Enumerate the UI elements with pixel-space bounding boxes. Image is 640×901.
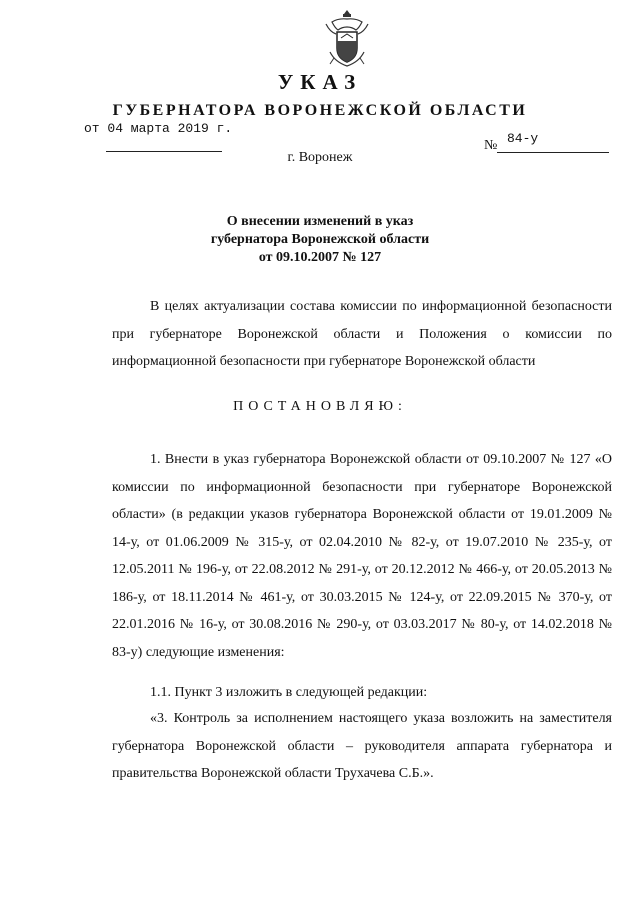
- document-number: 84-у: [507, 131, 539, 146]
- subject-line-3: от 09.10.2007 № 127: [258, 250, 382, 265]
- item-1-1-paragraph: 1.1. Пункт 3 изложить в следующей редакции:: [150, 685, 428, 700]
- number-sign: №: [484, 138, 498, 153]
- subject-line-2: губернатора Воронежской области: [210, 232, 430, 247]
- item-1-1-text-paragraph: «3. Контроль за исполнением настоящего указа возложить на заместителя губернатора Воронежской области – руководителя аппарата губернатора и правительства Воронежской области Трухачева С.Б.».: [112, 711, 612, 781]
- document-title: УКАЗ: [277, 70, 363, 94]
- document-city: г. Воронеж: [287, 150, 353, 165]
- subject-line-1: О внесении изменений в указ: [226, 214, 414, 229]
- document-date: от 04 марта 2019 г.: [84, 121, 233, 136]
- document-subject: [130, 213, 510, 267]
- coat-of-arms-icon: [322, 8, 372, 70]
- item-1-paragraph: 1. Внести в указ губернатора Воронежской области от 09.10.2007 № 127 «О комиссии по информационной безопасности при губернаторе Воронежской области» (в редакции указов губернатора Воронежской области от 19.01.2009 № 14-у, от 01.06.2009 № 315-у, от 02.04.2010 № 82-у, от 19.07.2010 № 235-у, от 12.05.2011 № 196-у, от 22.08.2012 № 291-у, от 20.12.2012 № 466-у, от 20.05.2013 № 186-у, от 18.11.2014 № 461-у, от 30.03.2015 № 124-у, от 22.09.2015 № 370-у, от 22.01.2016 № 16-у, от 30.08.2016 № 290-у, от 03.03.2017 № 80-у, от 14.02.2018 № 83-у) следующие изменения:: [112, 452, 612, 660]
- decree-word: ПОСТАНОВЛЯЮ:: [233, 399, 407, 414]
- intro-paragraph: В целях актуализации состава комиссии по информационной безопасности при губернаторе Воронежской области и Положения о комиссии по информационной безопасности при губернаторе Воронежской области: [112, 299, 612, 369]
- document-subtitle: ГУБЕРНАТОРА ВОРОНЕЖСКОЙ ОБЛАСТИ: [112, 102, 528, 119]
